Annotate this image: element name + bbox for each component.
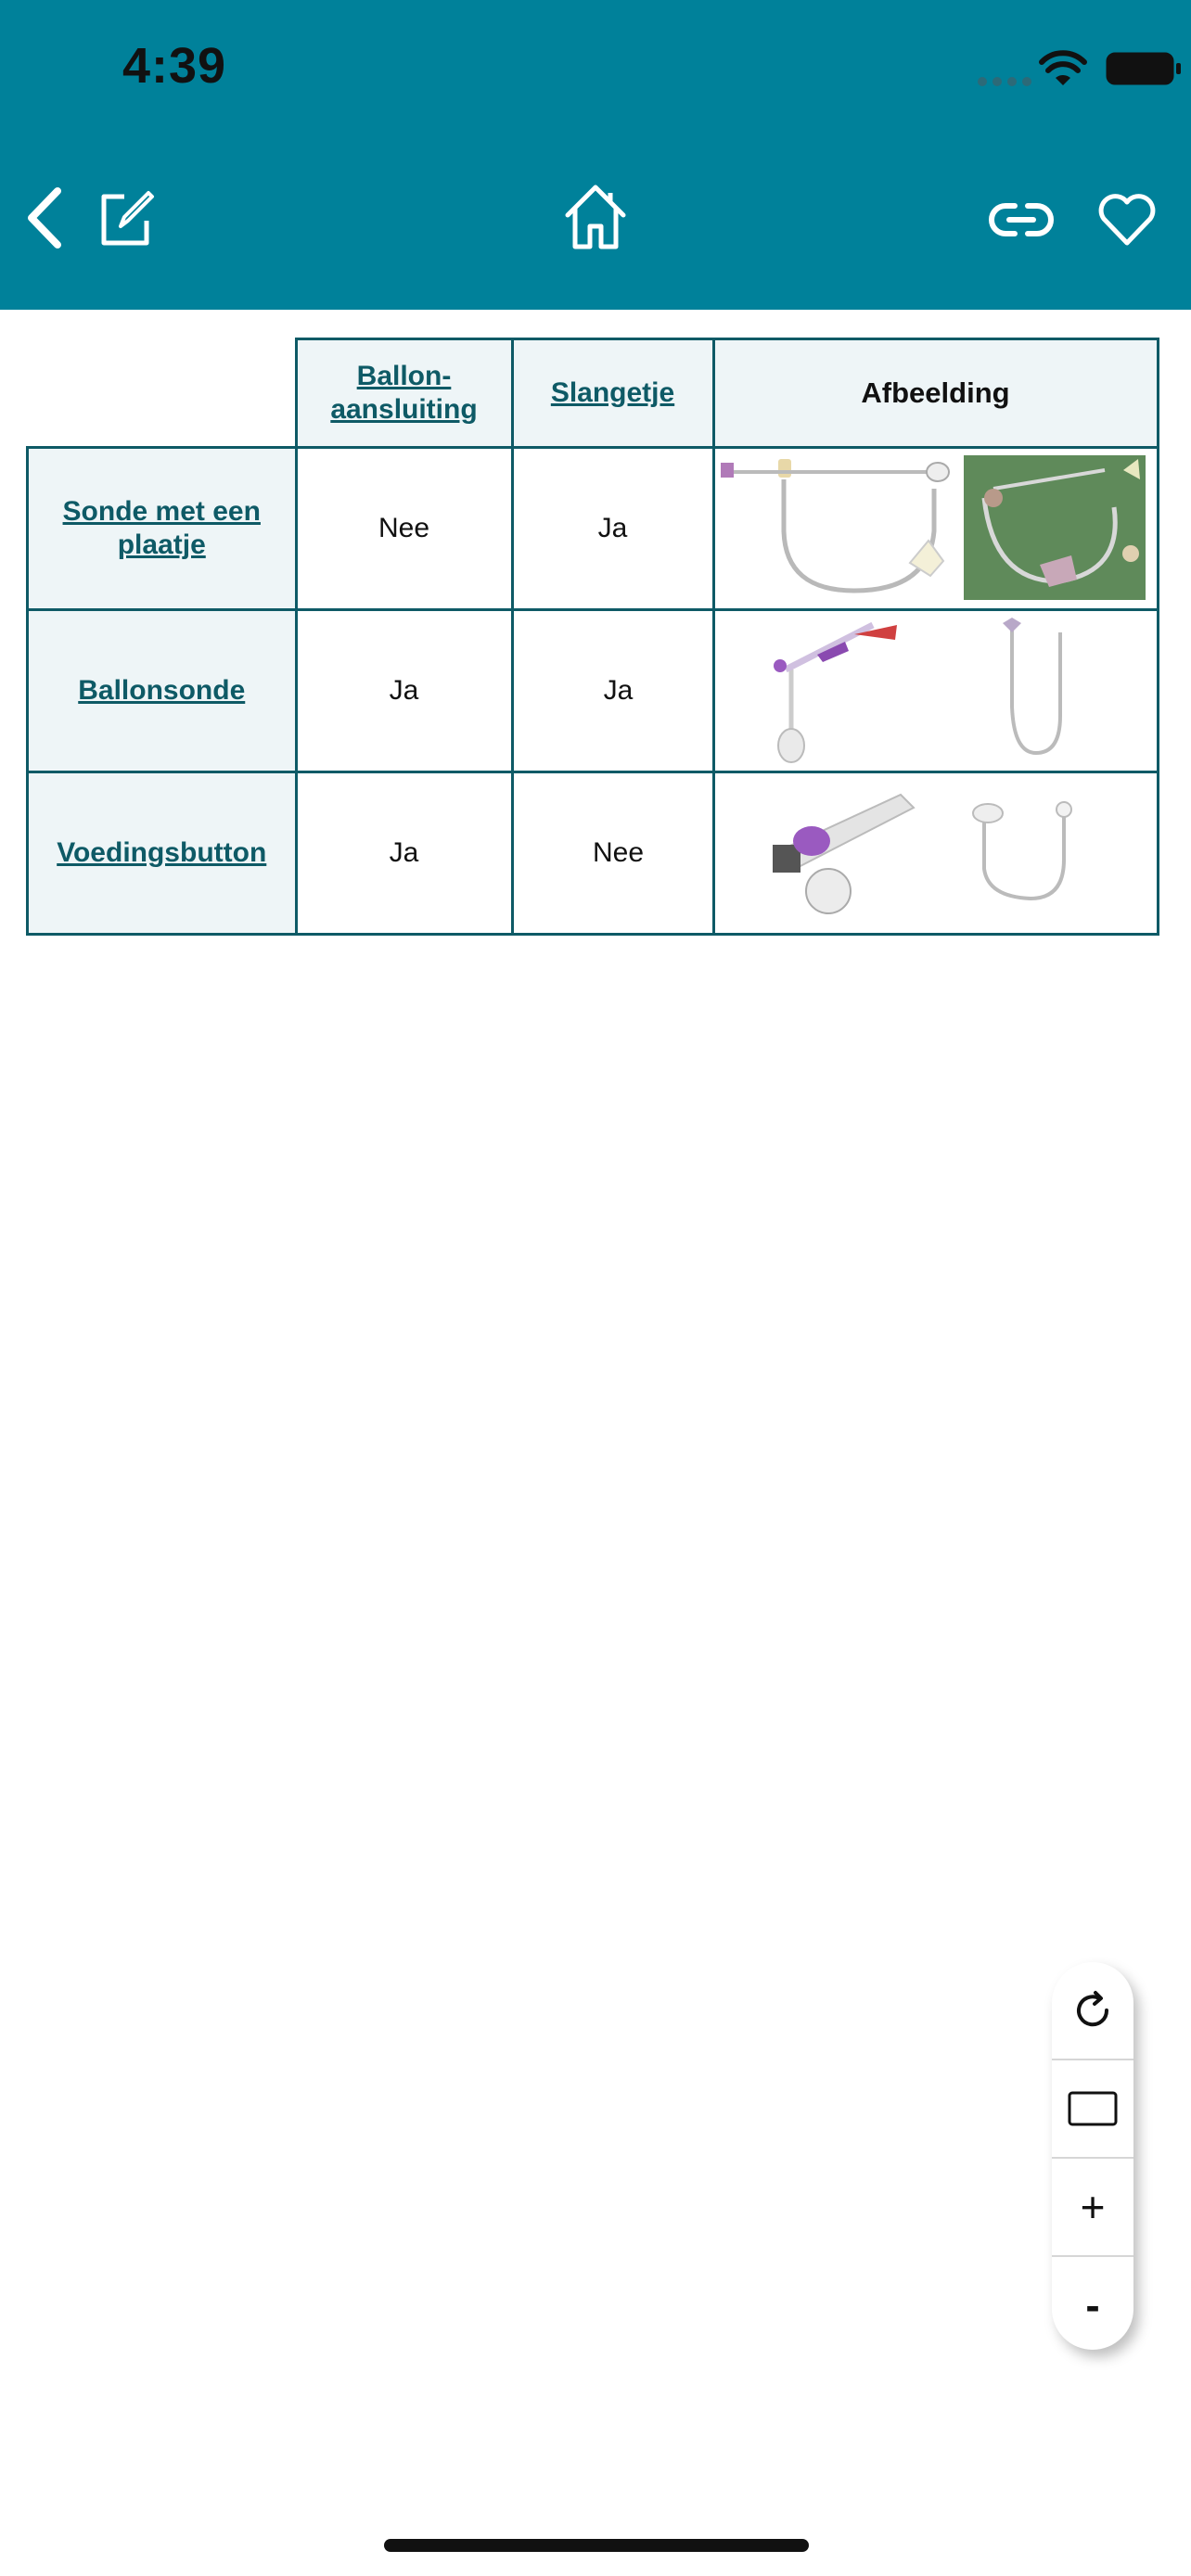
favorite-button[interactable]: [1096, 191, 1158, 247]
sonde-comparison-table: [26, 338, 1159, 936]
home-button[interactable]: [562, 182, 629, 252]
back-button[interactable]: [22, 185, 69, 250]
row-label-cell: [28, 772, 297, 935]
zoom-out-button[interactable]: -: [1085, 2281, 1100, 2329]
battery-icon: [1106, 50, 1184, 87]
top-bar: [0, 0, 1191, 310]
zoom-in-button[interactable]: +: [1080, 2183, 1106, 2231]
voedingsbutton-link[interactable]: Voedingsbutton: [57, 837, 267, 868]
status-time: 4:39: [122, 38, 227, 94]
afbeelding-header-label: Afbeelding: [861, 376, 1010, 409]
fit-screen-button[interactable]: [1052, 2060, 1133, 2157]
table-header-row: [28, 339, 1159, 448]
refresh-button[interactable]: [1052, 1962, 1133, 2059]
image-cell: [713, 610, 1158, 772]
ballon-aansluiting-link[interactable]: Ballon- aansluiting: [330, 361, 478, 425]
row-label-cell: [28, 610, 297, 772]
wifi-icon: [1039, 50, 1087, 87]
home-indicator: [384, 2539, 809, 2552]
header-slangetje: [512, 339, 713, 448]
empty-corner-cell: [28, 339, 297, 448]
sonde-met-een-plaatje-link[interactable]: Sonde met een plaatje: [62, 496, 261, 560]
table-row: [28, 448, 1159, 610]
ballon-value-cell: Ja: [296, 610, 512, 772]
slang-value-cell: Ja: [512, 610, 713, 772]
ballon-value-cell: Nee: [296, 448, 512, 610]
slang-value-cell: Ja: [512, 448, 713, 610]
zoom-controls: [1052, 1962, 1133, 2350]
slangetje-link[interactable]: Slangetje: [550, 377, 675, 408]
row-label-cell: [28, 448, 297, 610]
voedingsbutton-image[interactable]: [715, 776, 1151, 930]
link-button[interactable]: [989, 197, 1054, 243]
image-cell: [713, 448, 1158, 610]
header-ballon-aansluiting: [296, 339, 512, 448]
ballonsonde-image[interactable]: [715, 614, 1151, 768]
image-cell: [713, 772, 1158, 935]
fit-screen-icon: [1067, 2090, 1119, 2127]
table-row: [28, 610, 1159, 772]
ballon-value-cell: Ja: [296, 772, 512, 935]
pegsonde-plaatje-image[interactable]: [715, 452, 1151, 606]
refresh-icon: [1071, 1989, 1114, 2032]
edit-button[interactable]: [96, 189, 156, 249]
table-row: [28, 772, 1159, 935]
signal-icon: [978, 74, 1037, 91]
slang-value-cell: Nee: [512, 772, 713, 935]
ballonsonde-link[interactable]: Ballonsonde: [78, 675, 246, 706]
header-afbeelding: [713, 339, 1158, 448]
